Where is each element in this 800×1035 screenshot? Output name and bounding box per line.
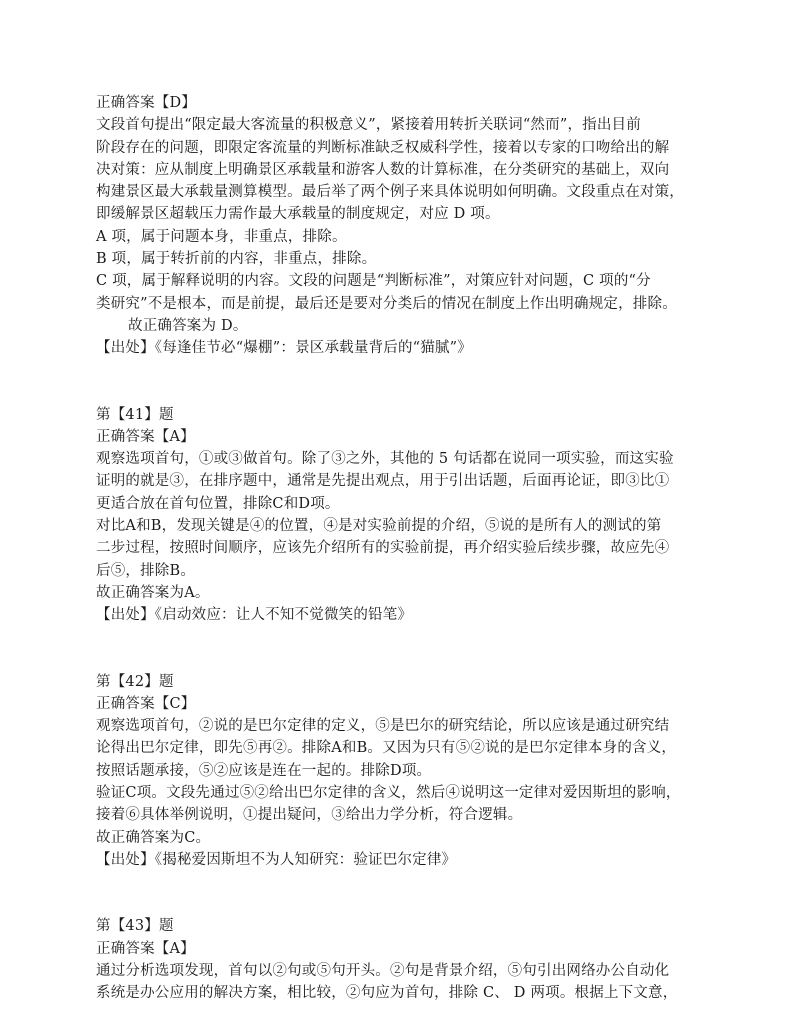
text-line: 正确答案【A】 <box>96 940 195 957</box>
text-line: A 项，属于问题本身，非重点，排除。 <box>96 228 347 245</box>
text-line: 【出处】《每逢佳节必“爆棚”：景区承载量背后的“猫腻”》 <box>96 340 472 357</box>
text-line: 决对策：应从制度上明确景区承载量和游客人数的计算标准，在分类研究的基础上，双向 <box>96 161 670 178</box>
text-line: 正确答案【A】 <box>96 428 195 445</box>
question-block <box>96 671 716 872</box>
text-line: 阶段存在的问题，即限定客流量的判断标准缺乏权威科学性，接着以专家的口吻给出的解 <box>96 139 670 156</box>
question-block <box>96 92 716 360</box>
text-line: 类研究”不是根本，而是前提，最后还是要对分类后的情况在制度上作出明确规定，排除。 <box>96 295 677 312</box>
question-heading: 第【43】题 <box>96 918 174 935</box>
text-line: 证明的就是③，在排序题中，通常是先提出观点，用于引出话题，后面再论证，即③比① <box>96 473 670 490</box>
text-line: B 项，属于转折前的内容，非重点，排除。 <box>96 251 377 268</box>
text-line: 对比A和B，发现关键是④的位置，④是对实验前提的介绍，⑤说的是所有人的测试的第 <box>96 518 662 535</box>
text-line: 故正确答案为 D。 <box>128 317 248 334</box>
text-line: 【出处】《启动效应：让人不知不觉微笑的铅笔》 <box>96 607 413 624</box>
block-spacer <box>96 871 716 915</box>
text-line: 通过分析选项发现，首句以②句或⑤句开头。②句是背景介绍，⑤句引出网络办公自动化 <box>96 962 670 979</box>
text-line: 文段首句提出“限定最大客流量的积极意义”，紧接着用转折关联词“然而”，指出目前 <box>96 117 641 134</box>
text-line: 二步过程，按照时间顺序，应该先介绍所有的实验前提，再介绍实验后续步骤，故应先④ <box>96 540 670 557</box>
text-line: 观察选项首句，①或③做首句。除了③之外，其他的 5 句话都在说同一项实验，而这实验 <box>96 451 674 468</box>
question-heading: 第【42】题 <box>96 673 174 690</box>
text-line: 更适合放在首句位置，排除C和D项。 <box>96 495 340 512</box>
text-line: 正确答案【C】 <box>96 695 196 712</box>
block-spacer <box>96 627 716 671</box>
text-line: 【出处】《揭秘爱因斯坦不为人知研究：验证巴尔定律》 <box>96 851 457 868</box>
question-heading: 第【41】题 <box>96 406 174 423</box>
text-line: 论得出巴尔定律，即先⑤再②。排除A和B。又因为只有⑤②说的是巴尔定律本身的含义， <box>96 740 677 757</box>
text-line: 系统是办公应用的解决方案，相比较，②句应为首句，排除 C、 D 两项。根据上下文意， <box>96 985 678 1002</box>
text-line: 正确答案【D】 <box>96 95 197 111</box>
text-line: 验证C项。文段先通过⑤②给出巴尔定律的含义，然后④说明这一定律对爱因斯坦的影响， <box>96 785 681 802</box>
text-line: 构建景区最大承载量测算模型。最后举了两个例子来具体说明如何明确。文段重点在对策， <box>96 184 684 201</box>
document-page <box>96 92 716 1004</box>
text-line: 按照话题承接，⑤②应该是连在一起的。排除D项。 <box>96 762 432 779</box>
block-spacer <box>96 360 716 404</box>
text-line: 故正确答案为C。 <box>96 829 211 846</box>
question-block <box>96 915 716 1004</box>
text-line: 观察选项首句，②说的是巴尔定律的定义，⑤是巴尔的研究结论，所以应该是通过研究结 <box>96 718 670 735</box>
question-block <box>96 404 716 627</box>
text-line: 即缓解景区超载压力需作最大承载量的制度规定，对应 D 项。 <box>96 206 500 223</box>
text-line: 后⑤，排除B。 <box>96 562 196 579</box>
text-line: C 项，属于解释说明的内容。文段的问题是“判断标准”，对策应针对问题，C 项的“分 <box>96 273 651 290</box>
text-line: 故正确答案为A。 <box>96 584 210 601</box>
text-line: 接着⑥具体举例说明，①提出疑问，③给出力学分析，符合逻辑。 <box>96 807 523 824</box>
